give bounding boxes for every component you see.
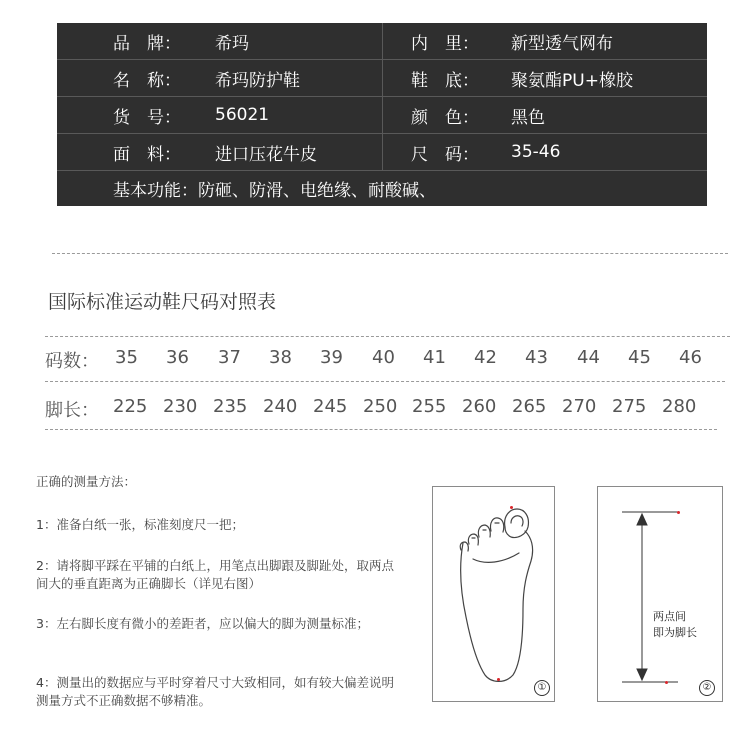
size-value: 42 [474, 347, 497, 368]
spec-cell-size [383, 134, 707, 170]
foot-length-value: 245 [313, 396, 348, 417]
spec-label-color: 颜 色： [411, 107, 479, 128]
spec-row-function [57, 171, 707, 206]
product-spec-table [57, 23, 707, 206]
toe-marker [510, 506, 513, 509]
divider [45, 381, 725, 382]
size-value: 43 [525, 347, 548, 368]
spec-cell-sole [383, 60, 707, 96]
spec-value-item-no: 56021 [215, 105, 270, 125]
spec-value-sole: 聚氨酯PU+橡胶 [511, 70, 633, 91]
divider [45, 429, 717, 430]
spec-value-lining: 新型透气网布 [511, 33, 613, 54]
spec-cell-name [57, 60, 383, 96]
size-value: 46 [679, 347, 702, 368]
foot-length-value: 225 [113, 396, 148, 417]
spec-row [57, 134, 707, 171]
spec-row [57, 60, 707, 97]
figure-1-number: ① [534, 680, 550, 696]
spec-label-material: 面 料： [113, 144, 181, 165]
size-row-label: 码数： [45, 351, 99, 372]
size-value: 39 [320, 347, 343, 368]
length-row [45, 396, 725, 426]
divider [52, 253, 728, 254]
spec-value-name: 希玛防护鞋 [215, 70, 300, 91]
spec-row [57, 23, 707, 60]
foot-length-value: 230 [163, 396, 198, 417]
size-value: 41 [423, 347, 446, 368]
size-value: 44 [577, 347, 600, 368]
distance-label [653, 609, 697, 641]
foot-length-value: 250 [363, 396, 398, 417]
foot-length-value: 270 [562, 396, 597, 417]
distance-label-line: 即为脚长 [653, 626, 697, 639]
method-step: 2：请将脚平踩在平铺的白纸上，用笔点出脚跟及脚趾处，取两点间大的垂直距离为正确脚长（详见右图） [36, 558, 394, 591]
foot-length-value: 275 [612, 396, 647, 417]
spec-cell-material [57, 134, 383, 170]
measure-figure [597, 486, 723, 702]
spec-cell-function [57, 171, 707, 206]
size-value: 36 [166, 347, 189, 368]
spec-value-size: 35-46 [511, 142, 561, 162]
heel-marker [497, 678, 500, 681]
distance-label-line: 两点间 [653, 610, 686, 623]
spec-label-size: 尺 码： [411, 144, 479, 165]
spec-cell-lining [383, 23, 707, 59]
size-chart-title: 国际标准运动鞋尺码对照表 [48, 291, 277, 313]
size-value: 38 [269, 347, 292, 368]
spec-value-material: 进口压花牛皮 [215, 144, 317, 165]
spec-label-sole: 鞋 底： [411, 70, 479, 91]
spec-label-lining: 内 里： [411, 33, 479, 54]
spec-label-name: 名 称： [113, 70, 181, 91]
method-step: 1：准备白纸一张，标准刻度尺一把； [36, 517, 244, 532]
measure-arrow-icon [598, 487, 722, 701]
foot-length-value: 280 [662, 396, 697, 417]
size-value: 45 [628, 347, 651, 368]
spec-cell-item-no [57, 97, 383, 133]
spec-value-color: 黑色 [511, 107, 545, 128]
size-row [45, 347, 725, 377]
size-value: 35 [115, 347, 138, 368]
foot-length-value: 260 [462, 396, 497, 417]
method-title: 正确的测量方法： [36, 474, 137, 489]
length-row-label: 脚长： [45, 400, 99, 421]
divider [45, 336, 730, 337]
spec-label-function: 基本功能： [113, 181, 198, 201]
spec-label-item-no: 货 号： [113, 107, 181, 128]
foot-length-value: 255 [412, 396, 447, 417]
size-value: 37 [218, 347, 241, 368]
spec-row [57, 97, 707, 134]
foot-length-value: 265 [512, 396, 547, 417]
spec-cell-color [383, 97, 707, 133]
method-step: 3：左右脚长度有微小的差距者，应以偏大的脚为测量标准； [36, 616, 369, 631]
figure-2-number: ② [699, 680, 715, 696]
spec-value-brand: 希玛 [215, 33, 249, 54]
bottom-point-marker [665, 681, 668, 684]
spec-cell-brand [57, 23, 383, 59]
foot-outline-icon [433, 487, 554, 701]
method-step: 4：测量出的数据应与平时穿着尺寸大致相同，如有较大偏差说明测量方式不正确数据不够精准。 [36, 675, 394, 708]
spec-value-function: 防砸、防滑、电绝缘、耐酸碱、 [198, 181, 436, 201]
top-point-marker [677, 511, 680, 514]
foot-length-value: 240 [263, 396, 298, 417]
foot-figure [432, 486, 555, 702]
foot-length-value: 235 [213, 396, 248, 417]
spec-label-brand: 品 牌： [113, 33, 181, 54]
size-value: 40 [372, 347, 395, 368]
